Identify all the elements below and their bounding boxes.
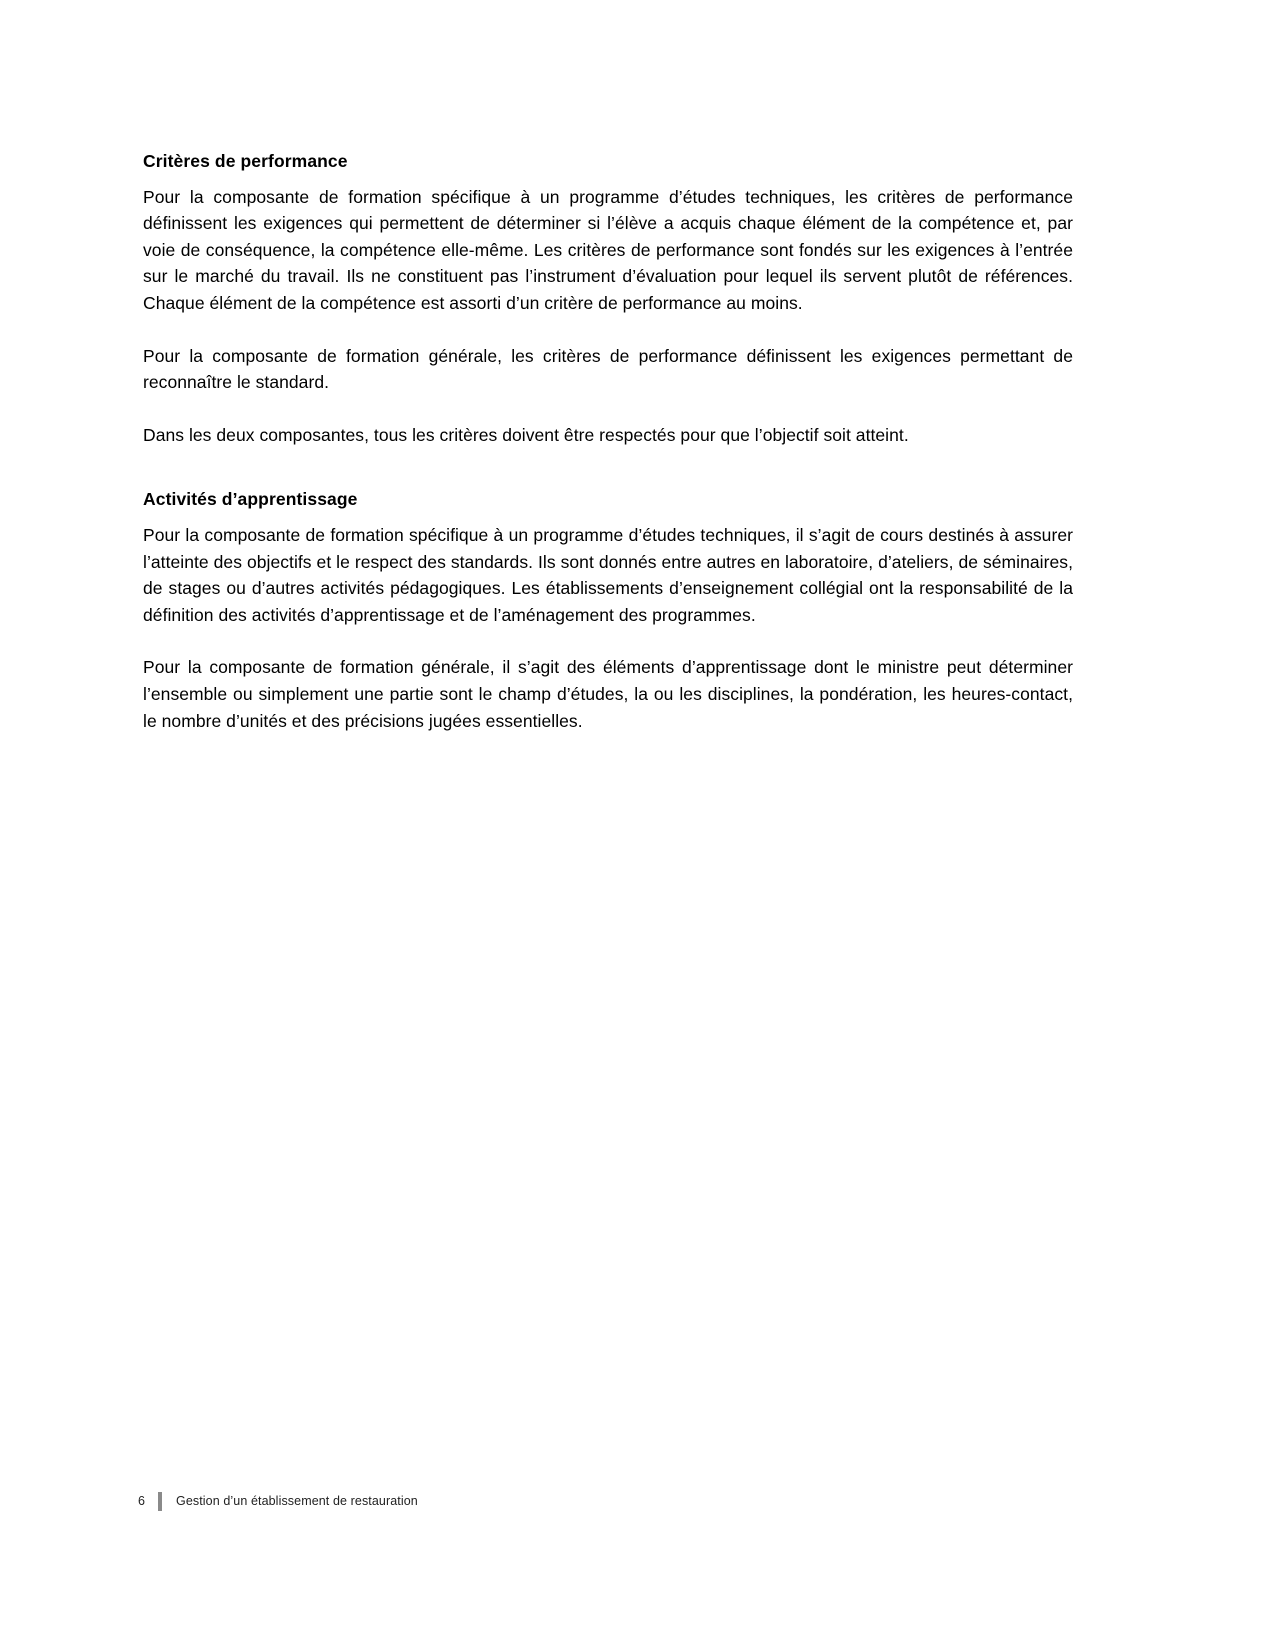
paragraph: Dans les deux composantes, tous les critères doivent être respectés pour que l’objectif soit atteint. xyxy=(143,424,909,445)
footer-page-number: 6 xyxy=(138,1494,145,1508)
page-content xyxy=(143,150,1073,734)
paragraph: Pour la composante de formation générale, les critères de performance définissent les exigences permettant de reconnaître le standard. xyxy=(143,345,1073,393)
section-heading-criteres-de-performance: Critères de performance xyxy=(143,151,348,171)
page-footer xyxy=(138,1490,418,1512)
paragraph: Pour la composante de formation spécifique à un programme d’études techniques, les critères de performance définissent les exigences qui permettent de déterminer si l’élève a acquis chaque élément de la compétence et, par voie de conséquence, la compétence elle-même. Les critères de performance sont fondés sur les exigences à l’entrée sur le marché du travail. Ils ne constituent pas l’instrument d’évaluation pour lequel ils servent plutôt de références. Chaque élément de la compétence est assorti d’un critère de performance au moins. xyxy=(143,186,1073,313)
footer-document-title: Gestion d’un établissement de restauration xyxy=(176,1494,418,1508)
paragraph: Pour la composante de formation spécifique à un programme d’études techniques, il s’agit de cours destinés à assurer l’atteinte des objectifs et le respect des standards. Ils sont donnés entre autres en laboratoire, d’ateliers, de séminaires, de stages ou d’autres activités pédagogiques. Les établissements d’enseignement collégial ont la responsabilité de la définition des activités d’apprentissage et de l’aménagement des programmes. xyxy=(143,525,1073,625)
footer-divider-rule xyxy=(158,1492,162,1511)
section-heading-activites-dapprentissage: Activités d’apprentissage xyxy=(143,489,358,510)
paragraph: Pour la composante de formation générale, il s’agit des éléments d’apprentissage dont le ministre peut déterminer l’ensemble ou simplement une partie sont le champ d’études, la ou les disciplines, la pondération, les heures-contact, le nombre d’unités et des précisions jugées essentielles. xyxy=(143,657,1073,731)
